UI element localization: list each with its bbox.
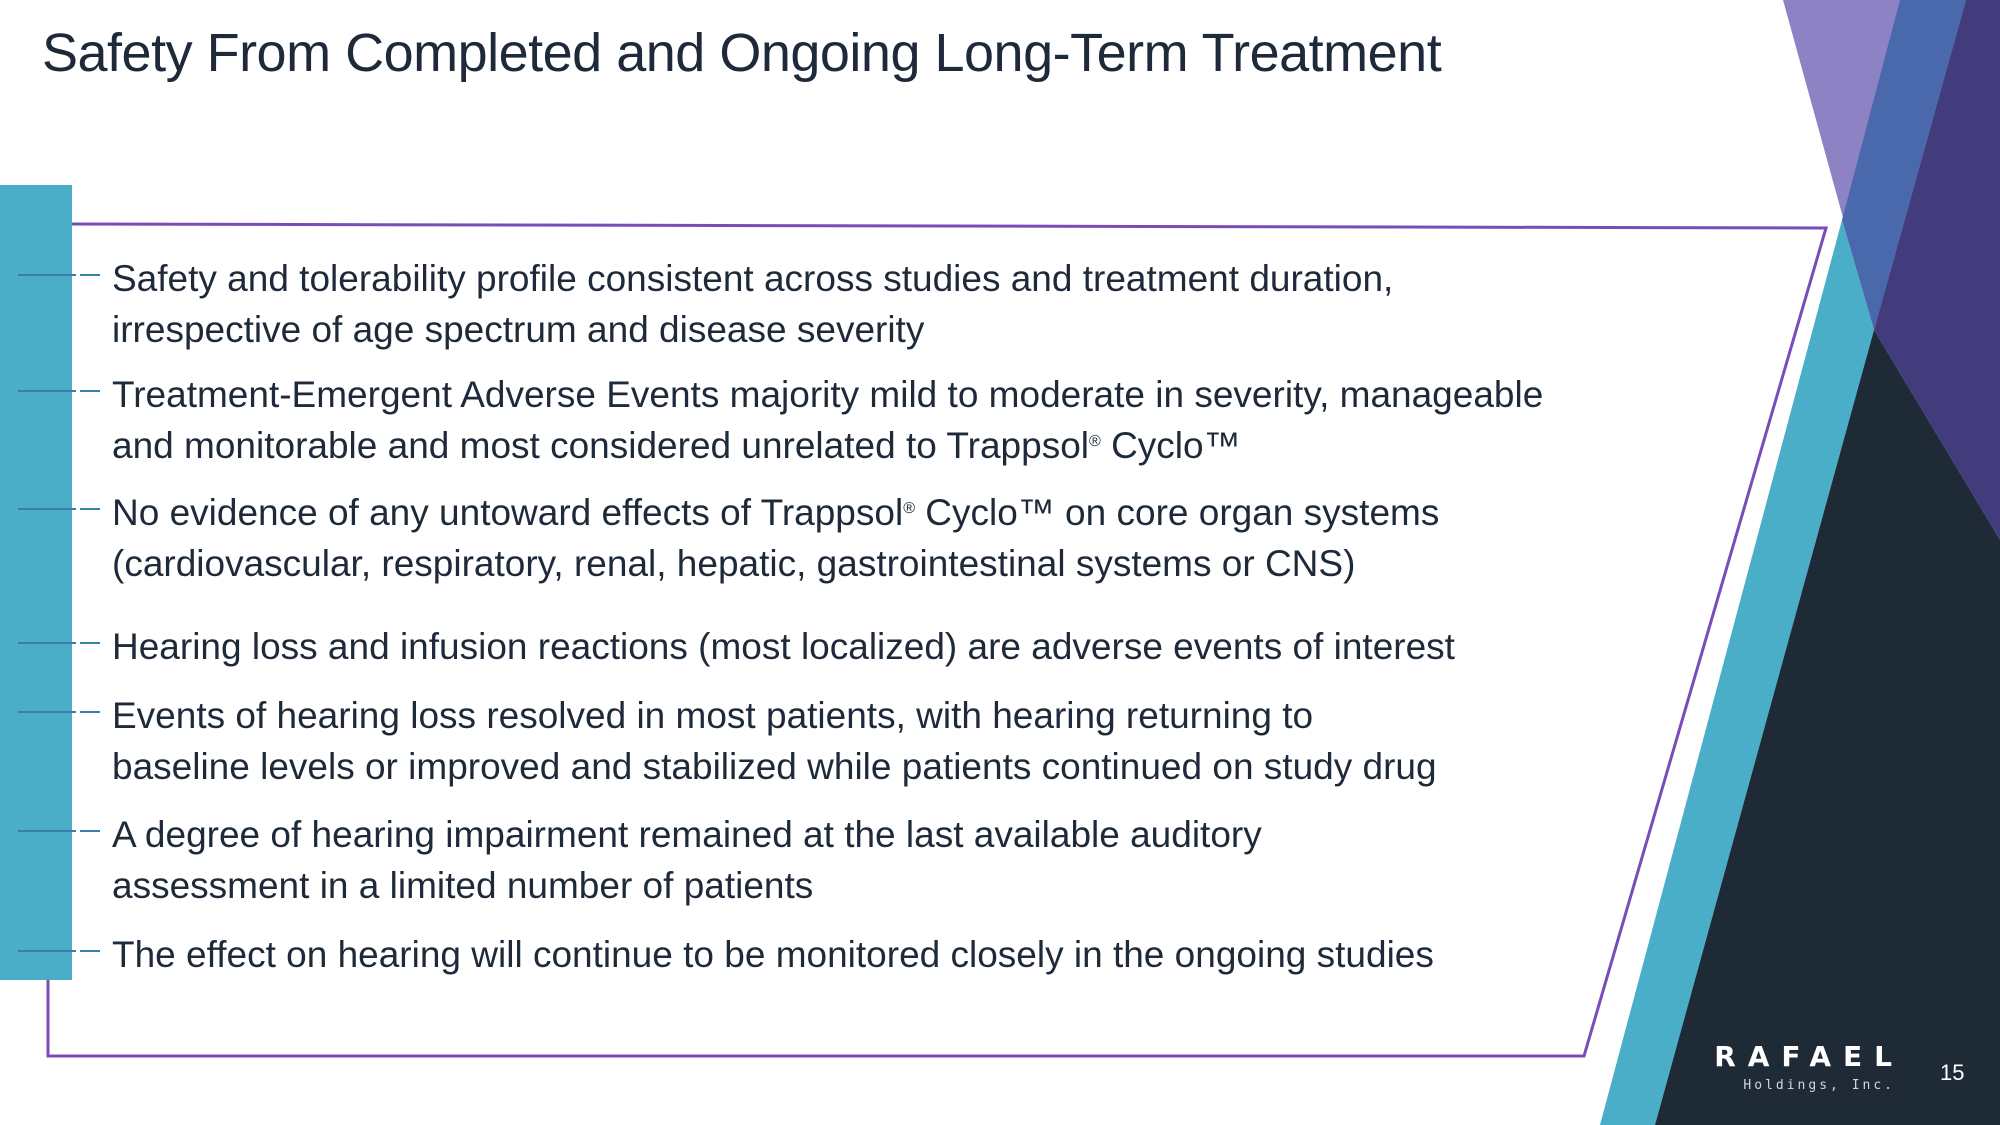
bullet-line: assessment in a limited number of patients (112, 865, 814, 906)
slide-title: Safety From Completed and Ongoing Long-Term Treatment (42, 23, 1442, 83)
bullet-line: baseline levels or improved and stabilized while patients continued on study drug (112, 746, 1437, 787)
bullet-text (112, 929, 1692, 980)
bullet-dash-marker (18, 830, 100, 832)
bullet-line: (cardiovascular, respiratory, renal, hepatic, gastrointestinal systems or CNS) (112, 543, 1356, 584)
bullet-line: Events of hearing loss resolved in most patients, with hearing returning to (112, 695, 1314, 736)
bullet-text (112, 690, 1692, 792)
bullet-line: Treatment-Emergent Adverse Events majority mild to moderate in severity, manageable (112, 374, 1544, 415)
bullet-dash-marker (18, 390, 100, 392)
registered-mark: ® (903, 500, 915, 517)
bullet-dash-marker (18, 642, 100, 644)
bullet-dash-marker (18, 950, 100, 952)
bullet-text (112, 253, 1692, 355)
bullet-line: Hearing loss and infusion reactions (most localized) are adverse events of interest (112, 626, 1455, 667)
bullet-dash-marker (18, 274, 100, 276)
bullet-line-part: and monitorable and most considered unrelated to Trappsol (112, 425, 1089, 466)
bullet-line: irrespective of age spectrum and disease severity (112, 309, 925, 350)
bullet-text (112, 621, 1692, 672)
logo-wordmark: RAFAEL (1714, 1040, 1904, 1073)
bullet-dash-marker (18, 711, 100, 713)
bullet-line-part: Cyclo™ (1100, 425, 1241, 466)
bullet-line-part: Cyclo™ on core organ systems (914, 492, 1440, 533)
bullet-line (112, 487, 1692, 538)
bullet-line-part: No evidence of any untoward effects of Trappsol (112, 492, 904, 533)
bullet-dash-marker (18, 508, 100, 510)
logo-subtitle: Holdings, Inc. (1743, 1078, 1895, 1093)
registered-mark: ® (1089, 433, 1101, 450)
bullet-text (112, 369, 1692, 471)
bullet-text (112, 809, 1692, 911)
page-number: 15 (1940, 1060, 1965, 1085)
company-logo (1706, 1040, 1904, 1096)
bullet-line (112, 420, 1692, 471)
bullet-line: A degree of hearing impairment remained at the last available auditory (112, 814, 1262, 855)
bullet-line: The effect on hearing will continue to be monitored closely in the ongoing studies (112, 934, 1434, 975)
bullet-text (112, 487, 1692, 589)
bullet-line: Safety and tolerability profile consistent across studies and treatment duration, (112, 258, 1394, 299)
